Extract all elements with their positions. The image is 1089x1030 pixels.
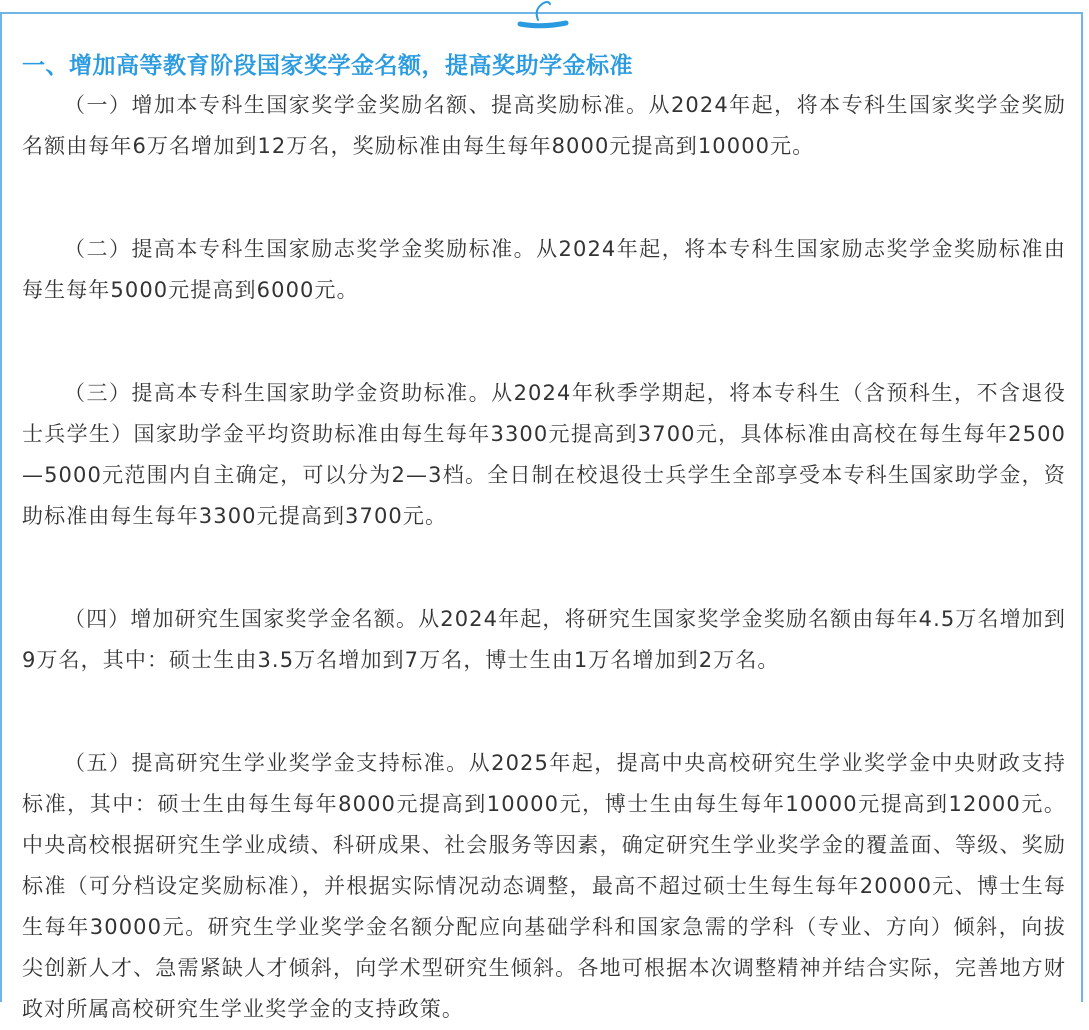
paragraph-1: （一）增加本专科生国家奖学金奖励名额、提高奖励标准。从2024年起，将本专科生国家奖学金奖励名额由每年6万名增加到12万名，奖励标准由每生每年8000元提高到10000元。	[22, 93, 1066, 158]
paragraph-4: （四）增加研究生国家奖学金名额。从2024年起，将研究生国家奖学金奖励名额由每年4.5万名增加到9万名，其中：硕士生由3.5万名增加到7万名，博士生由1万名增加到2万名。	[22, 607, 1066, 672]
paragraph-5: （五）提高研究生学业奖学金支持标准。从2025年起，提高中央高校研究生学业奖学金中央财政支持标准，其中：硕士生由每生每年8000元提高到10000元，博士生由每生每年10000元提高到12000元。中央高校根据研究生学业成绩、科研成果、社会服务等因素，确定研究生学业奖学金的覆盖面、等级、奖励标准（可分档设定奖励标准），并根据实际情况动态调整，最高不超过硕士生每生每年20000元、博士生每生每年30000元。研究生学业奖学金名额分配应向基础学科和国家急需的学科（专业、方向）倾斜，向拔尖创新人才、急需紧缺人才倾斜，向学术型研究生倾斜。各地可根据本次调整精神并结合实际，完善地方财政对所属高校研究生学业奖学金的支持政策。	[22, 751, 1066, 1021]
article-body	[22, 85, 1066, 1030]
section-heading: 一、增加高等教育阶段国家奖学金名额，提高奖助学金标准	[22, 53, 633, 79]
paragraph-2: （二）提高本专科生国家励志奖学金奖励标准。从2024年起，将本专科生国家励志奖学金奖励标准由每生每年5000元提高到6000元。	[22, 237, 1066, 302]
decorative-swirl-icon	[512, 0, 572, 30]
paragraph-3: （三）提高本专科生国家助学金资助标准。从2024年秋季学期起，将本专科生（含预科生，不含退役士兵学生）国家助学金平均资助标准由每生每年3300元提高到3700元，具体标准由高校在每生每年2500—5000元范围内自主确定，可以分为2—3档。全日制在校退役士兵学生全部享受本专科生国家助学金，资助标准由每生每年3300元提高到3700元。	[22, 381, 1066, 528]
